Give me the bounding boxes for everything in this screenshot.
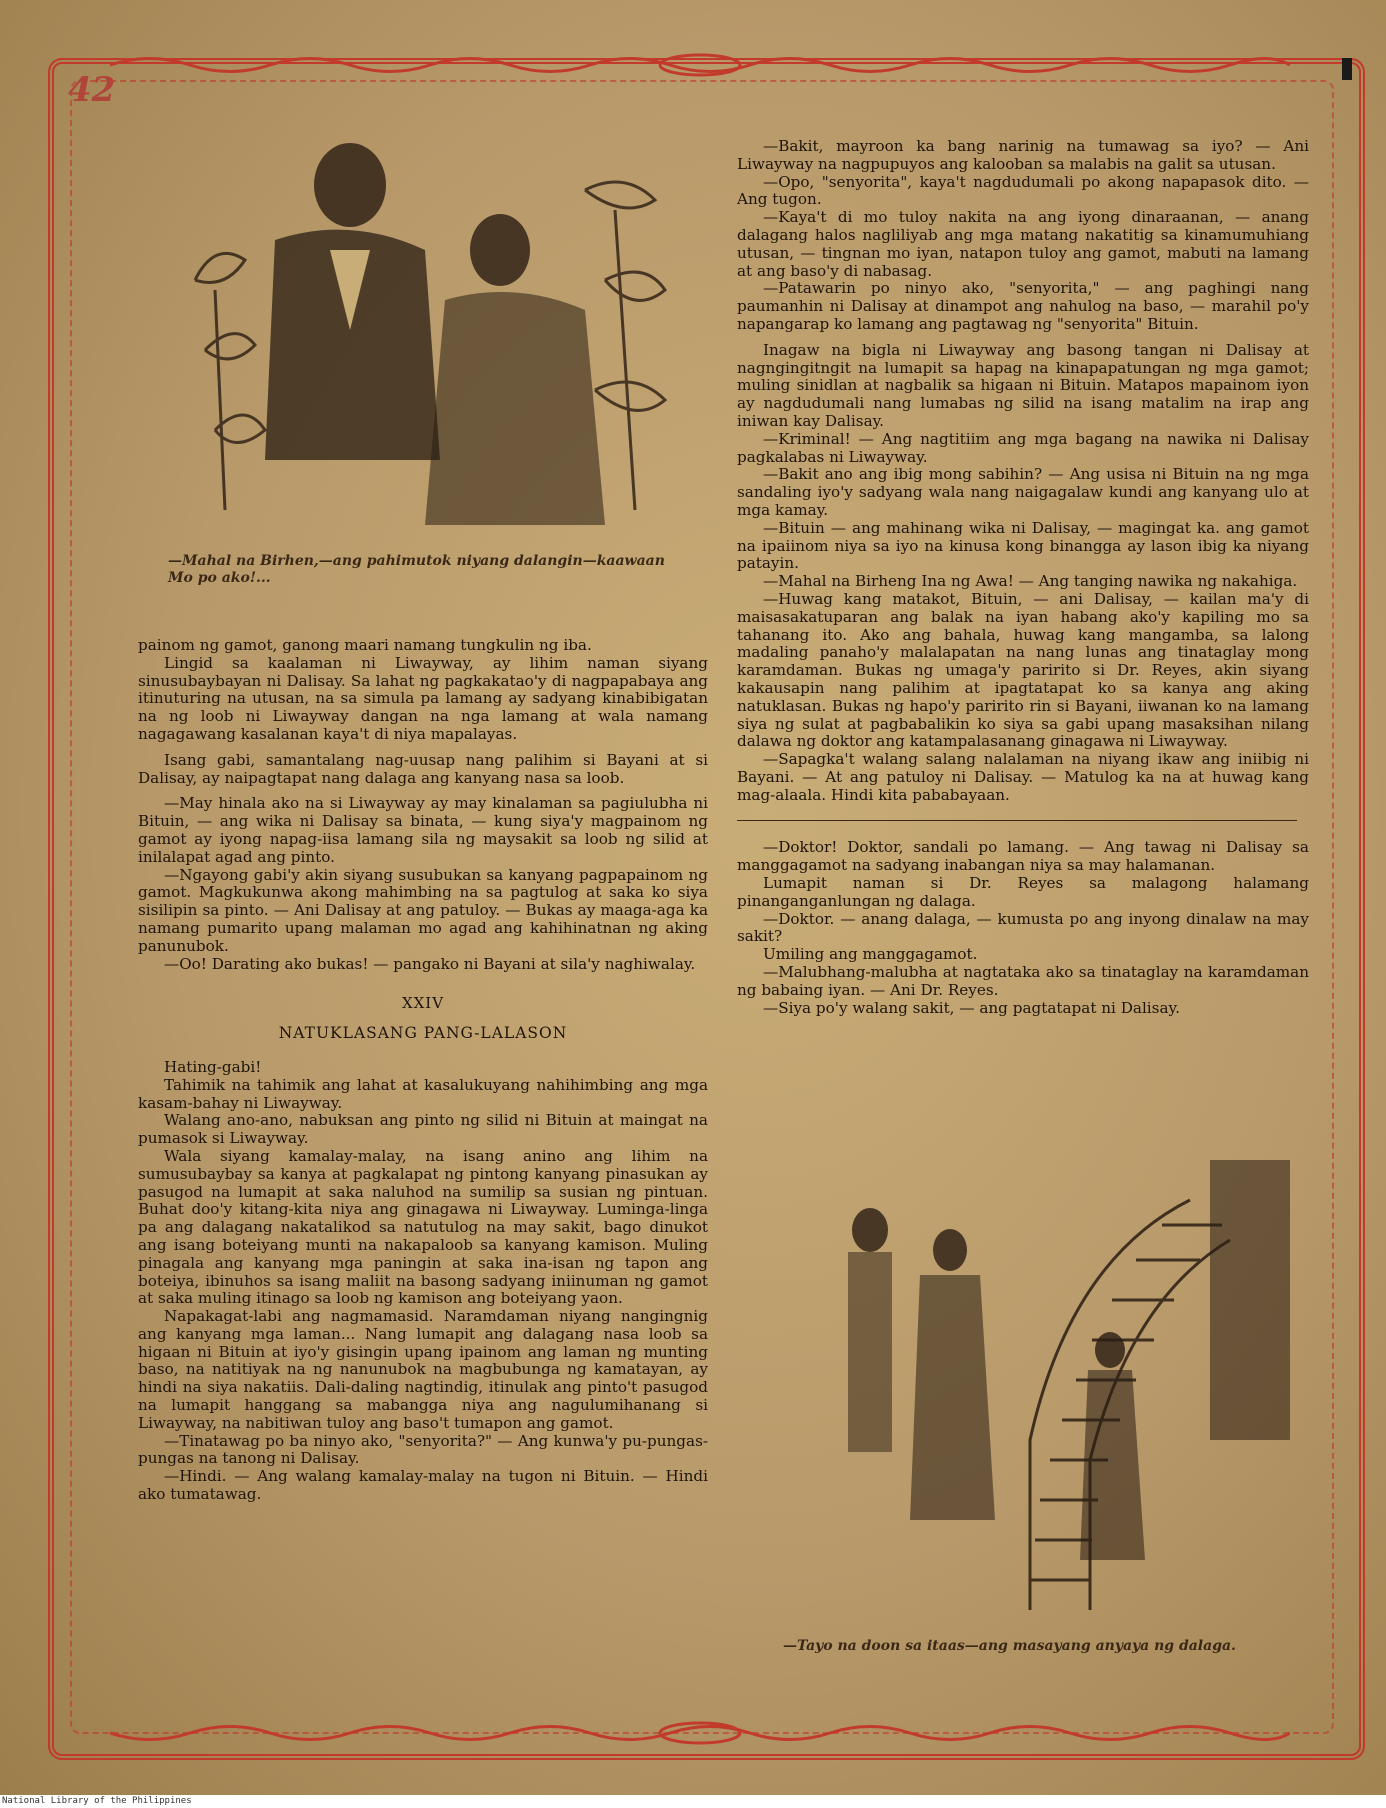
paragraph: —Bakit ano ang ibig mong sabihin? — Ang usisa ni Bituin na ng mga sandaling iyo'y sadyang wala nang naigagalaw kundi ang kanyang ulo at mga kamay. bbox=[737, 465, 1309, 519]
paragraph: —Bituin — ang mahinang wika ni Dalisay, — magingat ka. ang gamot na ipaiinom niya sa iyo na kinusa kong binangga ay lason ibig ka niyang patayin. bbox=[737, 518, 1309, 573]
paragraph: —Ngayong gabi'y akin siyang susubukan sa kanyang pagpapainom ng gamot. Magkukunwa akong mahimbing na sa pagtulog at saka ko siya sisilipin sa pinto. — Ani Dalisay at ang patuloy. — Bukas ay maaga-aga ka namang pumarito upang malaman mo agad ang kahihinatnan ng aking panunubok. bbox=[138, 865, 708, 955]
chapter-title: NATUKLASANG PANG-LALASON bbox=[278, 1024, 568, 1043]
paragraph: Lumapit naman si Dr. Reyes sa malagong halamang pinanganganlungan ng dalaga. bbox=[737, 874, 1309, 910]
paragraph: Tahimik na tahimik ang lahat at kasalukuyang nahihimbing ang mga kasam-bahay ni Liwayway. bbox=[138, 1075, 708, 1112]
paragraph: Lingid sa kaalaman ni Liwayway, ay lihim naman siyang sinusubaybayan ni Dalisay. Sa lahat ng pagkakatao'y di nagpapabaya ang itinuturing na utusan, na sa simula pa lamang ay sadyang kinabibigatan na ng loob ni Liwayway dangan na nga lamang at wala namang nagagawang kasalanan kaya't di niya mapalayas. bbox=[138, 653, 708, 743]
couple-praying-illustration bbox=[155, 130, 695, 525]
paragraph: —Kaya't di mo tuloy nakita na ang iyong dinaraanan, — anang dalagang halos nagliliyab ang mga matang nakatitig sa kinamumuhiang utusan, — tingnan mo iyan, natapon tuloy ang gamot, mabuti na lamang at ang baso'y di nabasag. bbox=[737, 208, 1309, 280]
corner-mark bbox=[1342, 58, 1352, 80]
top-scroll-ornament bbox=[110, 52, 1290, 78]
paragraph: —Kriminal! — Ang nagtitiim ang mga bagang na nawika ni Dalisay pagkalabas ni Liwayway. bbox=[737, 429, 1309, 466]
top-illustration-caption: —Mahal na Birhen,—ang pahimutok niyang dalangin—kaawaan Mo po ako!... bbox=[168, 553, 665, 586]
paragraph: —Opo, "senyorita", kaya't nagdudumali po akong napapasok dito. — Ang tugon. bbox=[737, 172, 1309, 209]
paragraph: —Malubhang-malubha at nagtataka ako sa tinataglay na karamdaman ng babaing iyan. — Ani Dr. Reyes. bbox=[737, 963, 1309, 999]
paragraph: —Patawarin po ninyo ako, "senyorita," — ang paghingi nang paumanhin ni Dalisay at dinampot ang nahulog na baso, — marahil po'y napangarap ko lamang ang pagtawag ng "senyorita" Bituin. bbox=[737, 279, 1309, 333]
paragraph: Hating-gabi! bbox=[164, 1057, 262, 1076]
paragraph: Napakagat-labi ang nagmamasid. Naramdaman niyang nangingnig ang kanyang mga laman... Nang lumapit ang dalagang nasa loob sa higaan ni Bituin at iyo'y gisingin upang ipainom ang laman ng munting baso, na natitiyak na ng nanunubok na magbubunga ng kamatayan, ay hindi na siya nakatiis. Dali-daling nagtindig, itinulak ang pinto't pasugod na lumapit hanggang sa mabangga niya ang nagulumihanang si Liwayway, na nabitiwan tuloy ang baso't tumapon ang gamot. bbox=[138, 1307, 708, 1432]
paragraph: —Hindi. — Ang walang kamalay-malay na tugon ni Bituin. — Hindi ako tumatawag. bbox=[138, 1467, 708, 1504]
paragraph: —Doktor. — anang dalaga, — kumusta po ang inyong dinalaw na may sakit? bbox=[737, 909, 1309, 946]
paragraph: Umiling ang manggagamot. bbox=[763, 945, 978, 964]
footer-credit: National Library of the Philippines bbox=[0, 1795, 1386, 1808]
left-text-column bbox=[138, 637, 708, 1504]
paragraph: —Huwag kang matakot, Bituin, — ani Dalisay, — kailan ma'y di maisasakatuparan ang balak na iyan habang ako'y kapiling mo sa tahanang ito. Ako ang bahala, huwag kang mangamba, sa lalong madaling panaho'y malalapatan na nang lunas ang tinataglay mong karamdaman. Bukas ng umaga'y paririto si Dr. Reyes, akin siyang kakausapin nang palihim at ipagtatapat ko sa kanya ang aking natuklasan. Bukas ng hapo'y paririto rin si Bayani, iiwanan ko na lamang siya ng sulat at pagbabalikin ko siya sa gabi upang masaksihan nilang dalawa ng doktor ang katampalasanang ginagawa ni Liwayway. bbox=[737, 589, 1309, 751]
right-text-column bbox=[737, 138, 1309, 1017]
page-number: 42 bbox=[68, 70, 116, 110]
paragraph: Inagaw na bigla ni Liwayway ang basong tangan ni Dalisay at nagngingitngit na lumapit sa hapag na kinapapatungan ng mga gamot; muling sinidlan at nagbalik sa higaan ni Bituin. Matapos mapainom iyon ay nagdudumali nang lumabas ng silid na isang matalim na irap ang iniwan kay Dalisay. bbox=[737, 340, 1309, 430]
staircase-scene-illustration bbox=[770, 1140, 1325, 1610]
chapter-number: XXIV bbox=[401, 994, 445, 1013]
section-divider bbox=[737, 820, 1297, 821]
paragraph: —Tinatawag po ba ninyo ako, "senyorita?" — Ang kunwa'y pu-pungas-pungas na tanong ni Dalisay. bbox=[138, 1431, 708, 1468]
paragraph: painom ng gamot, ganong maari namang tungkulin ng iba. bbox=[138, 636, 592, 654]
bottom-scroll-ornament bbox=[110, 1720, 1290, 1746]
paragraph: —Bakit, mayroon ka bang narinig na tumawag sa iyo? — Ani Liwayway na nagpupuyos ang kalooban sa malabis na galit sa utusan. bbox=[737, 137, 1309, 173]
bottom-illustration-caption: —Tayo na doon sa itaas—ang masayang anyaya ng dalaga. bbox=[783, 1638, 1236, 1654]
paragraph: —May hinala ako na si Liwayway ay may kinalaman sa pagiulubha ni Bituin, — ang wika ni Dalisay sa binata, — kung siya'y magpainom ng gamot ay iyong napag-iisa lamang sila ng maysakit sa loob ng silid at inilalapat agad ang pinto. bbox=[138, 794, 708, 866]
paragraph: —Siya po'y walang sakit, — ang pagtatapat ni Dalisay. bbox=[763, 998, 1180, 1017]
paragraph: —Oo! Darating ako bukas! — pangako ni Bayani at sila'y naghiwalay. bbox=[164, 954, 696, 973]
paragraph: Walang ano-ano, nabuksan ang pinto ng silid ni Bituin at maingat na pumasok si Liwayway. bbox=[138, 1111, 708, 1148]
paragraph: Isang gabi, samantalang nag-uusap nang palihim si Bayani at si Dalisay, ay naipagtapat nang dalaga ang kanyang nasa sa loob. bbox=[138, 750, 708, 787]
paragraph: —Mahal na Birheng Ina ng Awa! — Ang tanging nawika ng nakahiga. bbox=[763, 572, 1298, 591]
paragraph: —Doktor! Doktor, sandali po lamang. — Ang tawag ni Dalisay sa manggagamot na sadyang inabangan niya sa may halamanan. bbox=[737, 838, 1309, 875]
paragraph: —Sapagka't walang salang nalalaman na niyang ikaw ang iniibig ni Bayani. — At ang patuloy ni Dalisay. — Matulog ka na at huwag kang mag-alaala. Hindi kita pababayaan. bbox=[737, 750, 1309, 804]
paragraph: Wala siyang kamalay-malay, na isang anino ang lihim na sumusubaybay sa kanya at pagkalapat ng pintong kanyang pinasukan ay pasugod na lumapit at saka naluhod na sumilip sa susian ng pintuan. Buhat doo'y kitang-kita niya ang ginagawa ni Liwayway. Luminga-linga pa ang dalagang nakatalikod sa natutulog na may sakit, bago dinukot ang isang boteiyang munti na nakapaloob sa kanyang kamison. Muling pinagala ang kanyang mga paningin at saka ina-isan ng tapon ang boteiya, ibinuhos sa isang maliit na basong sadyang iniinuman ng gamot at saka muling itinago sa loob ng kamison ang boteiyang yaon. bbox=[138, 1146, 708, 1308]
